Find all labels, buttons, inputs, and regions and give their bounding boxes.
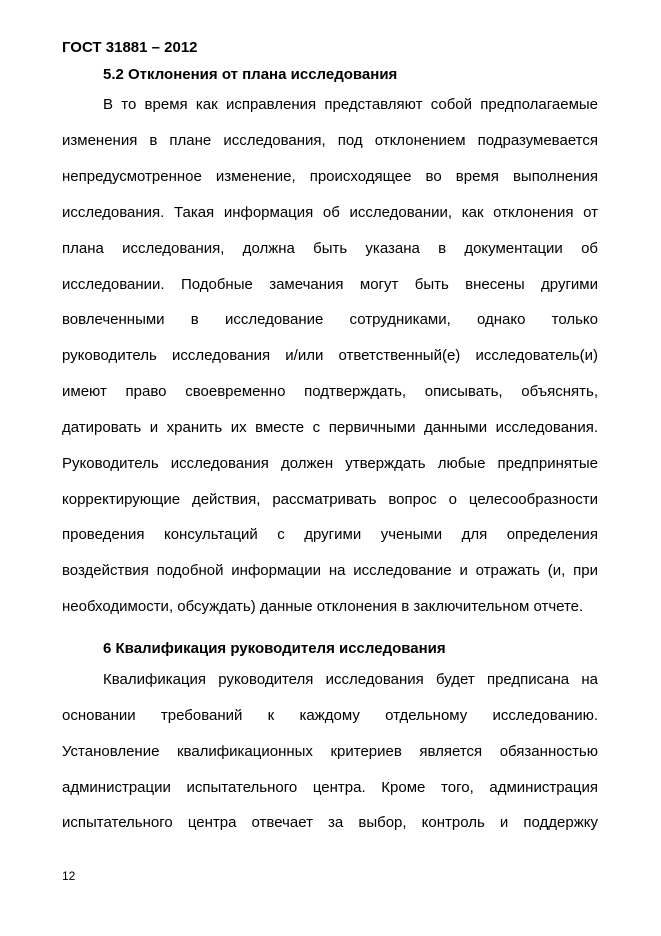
text-line: плана исследования, должна быть указана в документации об (62, 240, 598, 257)
text-line: воздействия подобной информации на исследование и отражать (и, при (62, 562, 598, 579)
text-line: необходимости, обсуждать) данные отклонения в заключительном отчете. (62, 598, 584, 615)
text-line: исследования. Такая информация об исследовании, как отклонения от (62, 204, 598, 221)
text-line: изменения в плане исследования, под отклонением подразумевается (62, 132, 598, 149)
text-line: Установление квалификационных критериев является обязанностью (62, 743, 598, 760)
text-line: основании требований к каждому отдельному исследованию. (62, 707, 598, 724)
text-line: Руководитель исследования должен утверждать любые предпринятые (62, 455, 598, 472)
page-number: 12 (62, 869, 76, 883)
text-line: руководитель исследования и/или ответственный(е) исследователь(и) (62, 347, 598, 364)
section-heading-5-2: 5.2 Отклонения от плана исследования (103, 66, 398, 83)
text-line: датировать и хранить их вместе с первичными данными исследования. (62, 419, 598, 436)
section-heading-6: 6 Квалификация руководителя исследования (103, 640, 446, 657)
text-line: испытательного центра отвечает за выбор, контроль и поддержку (62, 814, 598, 831)
text-line: корректирующие действия, рассматривать вопрос о целесообразности (62, 491, 598, 508)
text-line: непредусмотренное изменение, происходящее во время выполнения (62, 168, 598, 185)
text-line: В то время как исправления представляют собой предполагаемые (103, 96, 598, 113)
text-line: Квалификация руководителя исследования будет предписана на (103, 671, 598, 688)
text-line: исследовании. Подобные замечания могут быть внесены другими (62, 276, 598, 293)
text-line: вовлеченными в исследование сотрудниками, однако только (62, 311, 598, 328)
text-line: имеют право своевременно подтверждать, описывать, объяснять, (62, 383, 598, 400)
text-line: администрации испытательного центра. Кроме того, администрация (62, 779, 598, 796)
document-id: ГОСТ 31881 – 2012 (62, 39, 198, 56)
text-line: проведения консультаций с другими учеными для определения (62, 526, 598, 543)
